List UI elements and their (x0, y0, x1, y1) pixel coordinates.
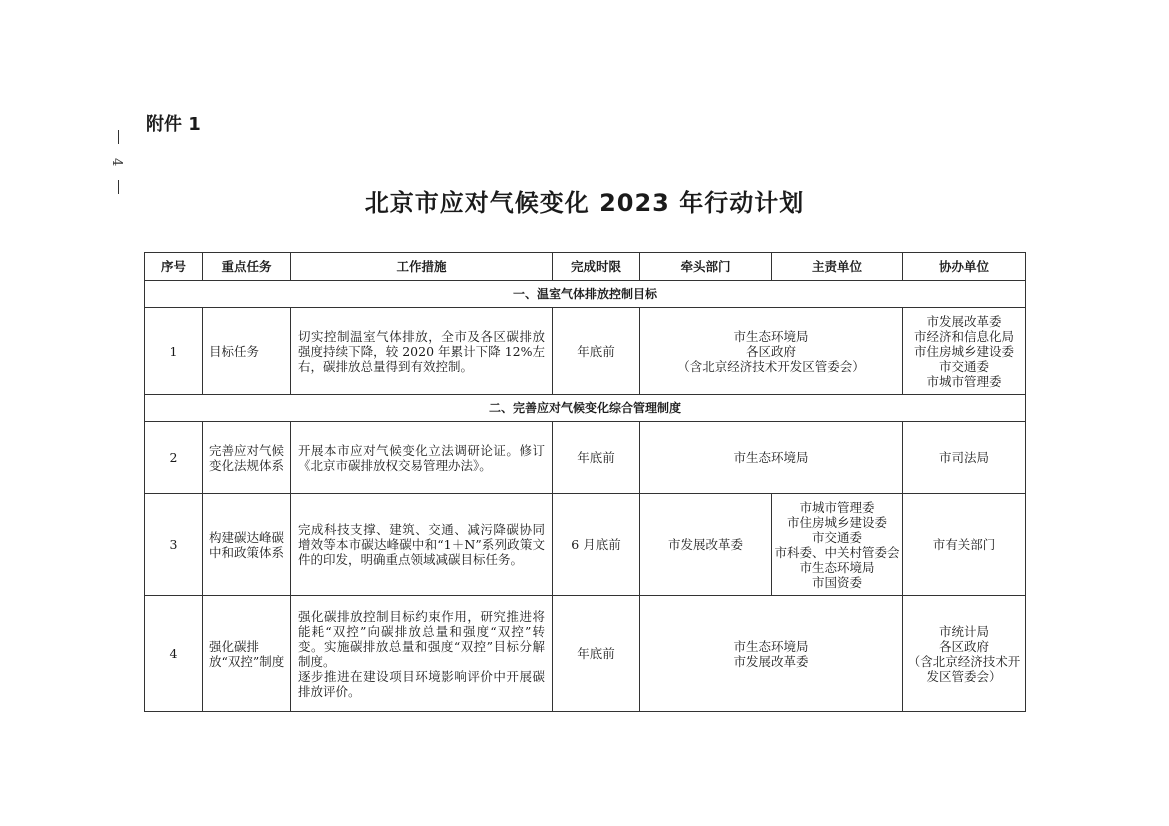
page-number: 4 (109, 158, 124, 167)
row-measure (291, 596, 553, 712)
action-plan-table (144, 252, 1026, 712)
lead-line: 市发展改革委 (667, 537, 743, 552)
row-task: 目标任务 (203, 308, 291, 395)
attachment-label: 附件 1 (146, 114, 201, 135)
row-measure: 完成科技支撑、建筑、交通、减污降碳协同增效等本市碳达峰碳中和“1＋N”系列政策文件的印发，明确重点领域减碳目标任务。 (291, 494, 553, 596)
row-no: 3 (145, 494, 203, 596)
row-lead-dept (640, 596, 903, 712)
row-main-unit (772, 494, 903, 596)
measure-line: 逐步推进在建设项目环境影响评价中开展碳排放评价。 (298, 668, 545, 699)
header-main-unit: 主责单位 (772, 253, 903, 281)
row-deadline: 6 月底前 (553, 494, 640, 596)
main-line: 市住房城乡建设委 (786, 514, 887, 530)
row-assist-unit (903, 308, 1026, 395)
main-line: 市交通委 (811, 529, 862, 545)
row-no: 4 (145, 596, 203, 712)
lead-line: 各区政府 (745, 343, 796, 359)
row-lead-dept (640, 494, 772, 596)
row-deadline: 年底前 (553, 422, 640, 494)
page-number-bar-top (118, 130, 119, 144)
row-assist-unit (903, 596, 1026, 712)
assist-line: 市统计局 (938, 623, 989, 639)
header-measure: 工作措施 (291, 253, 553, 281)
section-heading: 二、完善应对气候变化综合管理制度 (145, 395, 1026, 422)
row-deadline: 年底前 (553, 308, 640, 395)
header-assist-unit: 协办单位 (903, 253, 1026, 281)
main-line: 市科委、中关村管委会 (774, 544, 900, 560)
table-row (145, 308, 1026, 395)
header-deadline: 完成时限 (553, 253, 640, 281)
lead-line: 市生态环境局 (733, 328, 809, 344)
main-line: 市生态环境局 (799, 559, 875, 575)
row-lead-dept (640, 308, 903, 395)
header-task: 重点任务 (203, 253, 291, 281)
assist-line: 市有关部门 (932, 537, 996, 552)
row-task: 构建碳达峰碳中和政策体系 (203, 494, 291, 596)
row-assist-unit (903, 422, 1026, 494)
row-assist-unit (903, 494, 1026, 596)
row-measure: 开展本市应对气候变化立法调研论证。修订《北京市碳排放权交易管理办法》。 (291, 422, 553, 494)
document-title: 北京市应对气候变化 2023 年行动计划 (364, 189, 805, 217)
section-row (145, 281, 1026, 308)
assist-line: 各区政府 (938, 638, 989, 654)
assist-line: 市司法局 (938, 450, 989, 465)
assist-line: 市交通委 (938, 358, 989, 374)
main-line: 市城市管理委 (799, 499, 875, 515)
row-task: 强化碳排放“双控”制度 (203, 596, 291, 712)
row-task: 完善应对气候变化法规体系 (203, 422, 291, 494)
table-header-row (145, 253, 1026, 281)
section-row (145, 395, 1026, 422)
table-row (145, 422, 1026, 494)
table-row (145, 494, 1026, 596)
header-no: 序号 (145, 253, 203, 281)
measure-line: 强化碳排放控制目标约束作用，研究推进将能耗“双控”向碳排放总量和强度“双控”转变。实施碳排放总量和强度“双控”目标分解制度。 (298, 608, 545, 669)
header-lead-dept: 牵头部门 (640, 253, 772, 281)
lead-line: （含北京经济技术开发区管委会） (677, 358, 865, 374)
section-heading: 一、温室气体排放控制目标 (145, 281, 1026, 308)
row-no: 1 (145, 308, 203, 395)
assist-line: 市住房城乡建设委 (913, 343, 1014, 359)
main-line: 市国资委 (811, 574, 862, 590)
assist-line: （含北京经济技术开发区管委会） (907, 653, 1021, 684)
lead-line: 市生态环境局 (733, 638, 809, 654)
lead-line: 市发展改革委 (733, 653, 809, 669)
lead-line: 市生态环境局 (733, 450, 809, 465)
assist-line: 市经济和信息化局 (913, 328, 1014, 344)
row-deadline: 年底前 (553, 596, 640, 712)
row-lead-dept (640, 422, 903, 494)
table-row (145, 596, 1026, 712)
row-no: 2 (145, 422, 203, 494)
assist-line: 市发展改革委 (926, 313, 1002, 329)
assist-line: 市城市管理委 (926, 373, 1002, 389)
row-measure: 切实控制温室气体排放，全市及各区碳排放强度持续下降，较 2020 年累计下降 12%左右，碳排放总量得到有效控制。 (291, 308, 553, 395)
